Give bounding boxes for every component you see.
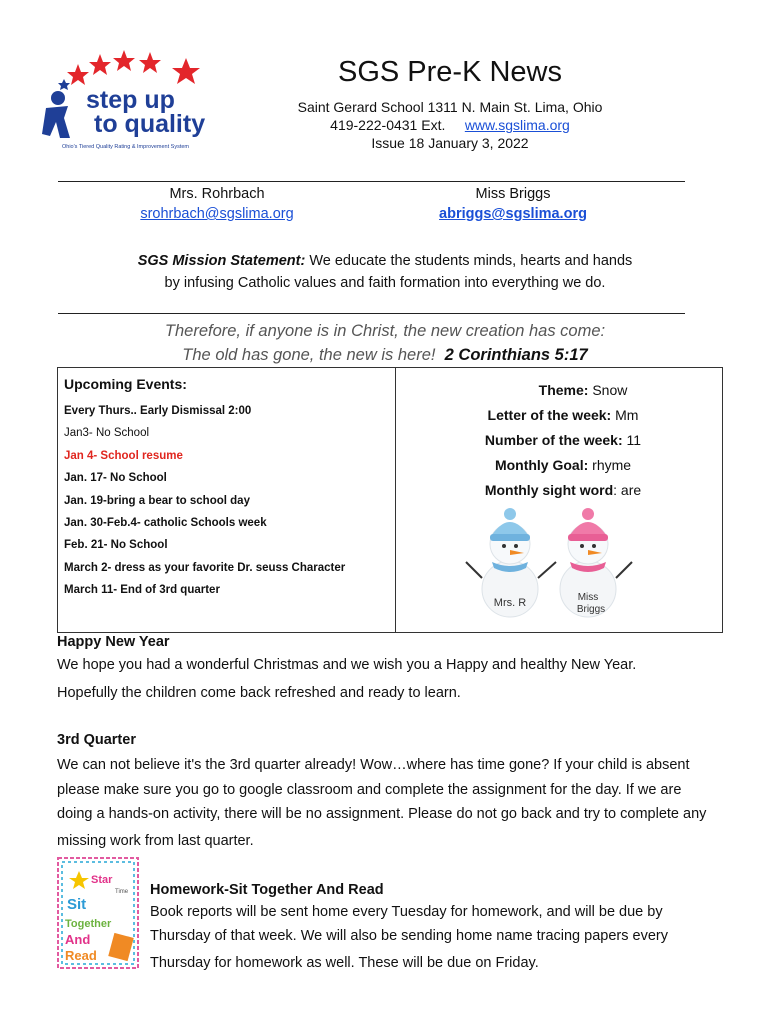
q3-line: We can not believe it's the 3rd quarter already! Wow…where has time gone? If your child is absent [57,757,690,773]
snowman-left-label: Mrs. R [493,597,527,609]
read-word: Read [65,948,97,963]
verse-ref: 2 Corinthians 5:17 [444,346,588,364]
letter-value: Mm [611,407,639,423]
teacher-name: Miss Briggs [475,186,551,202]
teacher-email-link[interactable]: srohrbach@sgslima.org [140,206,294,222]
box-divider [395,368,396,632]
sit-together-read-image [57,857,139,969]
teacher-name: Mrs. Rohrbach [169,186,265,202]
verse-line2: The old has gone, the new is here! [182,346,436,364]
logo-tagline: Ohio's Tiered Quality Rating & Improvement System [62,144,189,150]
goal-value: rhyme [588,457,632,473]
step-up-to-quality-logo [38,46,218,154]
new-year-p1: We hope you had a wonderful Christmas and we wish you a Happy and healthy New Year. [57,657,637,673]
and-word: And [65,932,91,947]
teacher-rohrbach [112,186,322,222]
logo-line2: to quality [94,110,206,138]
teacher-briggs [408,186,618,222]
verse-line1: Therefore, if anyone is in Christ, the new creation has come: [164,322,606,340]
event-item: Feb. 21- No School [64,539,168,552]
divider-top [58,181,685,182]
website-link[interactable]: www.sgslima.org [464,117,570,133]
number-value: 11 [622,432,642,448]
q3-line: doing a hands-on activity, there will be no assignment. Please do not go back and try to complete any [57,806,707,822]
snowman-right-label-1: Miss [577,592,599,603]
logo-line1: step up [86,86,175,114]
upcoming-events [64,376,389,602]
homework-title: Homework-Sit Together And Read [150,882,384,898]
event-item: Jan. 19-bring a bear to school day [64,494,250,507]
theme-label: Theme: [538,382,589,398]
new-year-body [57,653,747,705]
issue-line: Issue 18 January 3, 2022 [371,135,529,151]
mission-label: SGS Mission Statement: [137,253,306,269]
q3-title: 3rd Quarter [57,732,136,748]
number-label: Number of the week: [484,432,623,448]
sight-label: Monthly sight word [484,482,614,498]
goal-label: Monthly Goal: [494,457,589,473]
mission-statement [60,250,710,294]
events-theme-box [57,367,723,633]
sit-word: Sit [67,896,87,913]
new-year-p2: Hopefully the children come back refreshed and ready to learn. [57,684,461,701]
snowmen-illustration [460,506,640,626]
bible-verse [60,319,710,367]
phone-text: 419-222-0431 Ext. [330,117,446,133]
star-word: Star [91,874,113,886]
event-item: Jan. 17- No School [64,472,167,485]
event-item: March 11- End of 3rd quarter [64,584,220,597]
q3-line: missing work from last quarter. [57,832,254,849]
mission-text-1: We educate the students minds, hearts and hands [305,253,633,269]
newsletter-title: SGS Pre-K News [338,56,562,88]
together-word: Together [65,918,112,930]
sight-value: : are [613,482,642,498]
address-line: Saint Gerard School 1311 N. Main St. Lima, Ohio [297,99,603,115]
homework-body [150,900,730,975]
event-item: Jan3- No School [64,427,150,440]
event-item: Jan 4- School resume [64,449,183,462]
teacher-email-link[interactable]: abriggs@sgslima.org [439,206,587,222]
new-year-title: Happy New Year [57,634,170,650]
q3-body [57,753,747,853]
events-heading: Upcoming Events: [64,376,187,392]
homework-line: Thursday for homework as well. These will be due on Friday. [150,955,539,971]
theme-value: Snow [588,382,628,398]
homework-line: Thursday of that week. We will also be sending home name tracing papers every [150,928,668,944]
snowman-right-label-2: Briggs [576,604,606,615]
q3-line: please make sure you go to google classroom and complete the assignment for the day. If we are [57,781,682,798]
letter-label: Letter of the week: [487,407,612,423]
homework-line: Book reports will be sent home every Tuesday for homework, and will be due by [150,904,663,920]
time-word: Time [115,889,129,895]
event-item: Every Thurs.. Early Dismissal 2:00 [64,405,252,417]
event-item: March 2- dress as your favorite Dr. seuss Character [64,561,346,574]
event-item: Jan. 30-Feb.4- catholic Schools week [64,516,267,529]
theme-info [403,378,723,503]
phone-web-line [250,116,650,134]
divider-middle [58,313,685,314]
school-address [250,98,650,152]
mission-text-2: by infusing Catholic values and faith formation into everything we do. [164,275,606,291]
